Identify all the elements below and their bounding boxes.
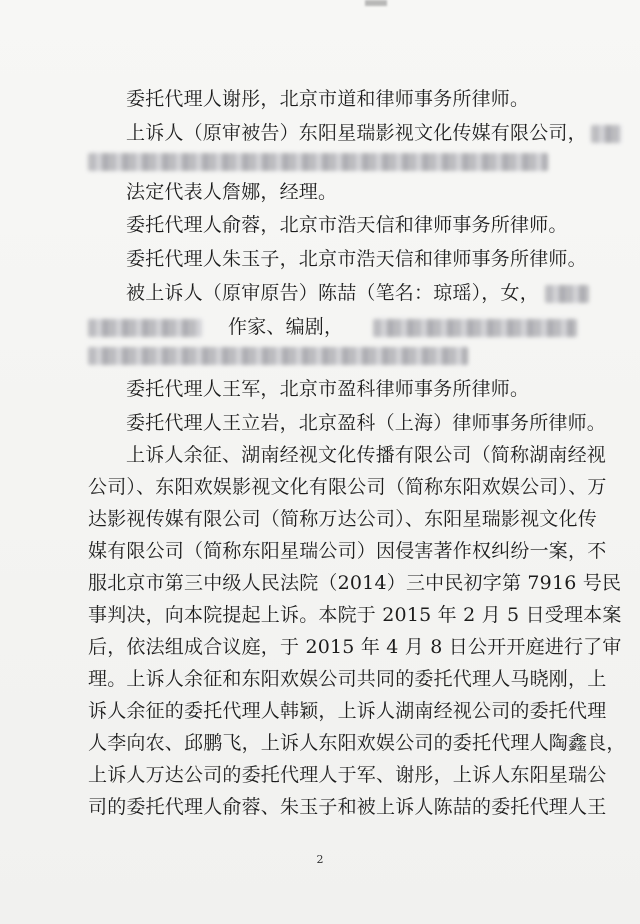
text-line-8 xyxy=(88,314,640,340)
text-line-5: 委托代理人俞蓉，北京市浩天信和律师事务所律师。 xyxy=(126,214,568,236)
redacted-block xyxy=(591,125,621,143)
paragraph-line-7: 后，依法组成合议庭，于 2015 年 4 月 8 日公开开庭进行了审 xyxy=(88,636,622,658)
text-line-11: 委托代理人王立岩，北京盈科（上海）律师事务所律师。 xyxy=(126,412,607,434)
text-line-4: 法定代表人詹娜，经理。 xyxy=(126,181,338,203)
page-number: 2 xyxy=(316,853,324,866)
text-line-1: 委托代理人谢彤，北京市道和律师事务所律师。 xyxy=(126,88,530,110)
redacted-block xyxy=(88,347,468,365)
redacted-block xyxy=(545,285,589,303)
paragraph-line-10: 人李向农、邱鹏飞，上诉人东阳欢娱公司的委托代理人陶鑫良， xyxy=(88,732,626,754)
paragraph-line-8: 理。上诉人余征和东阳欢娱公司共同的委托代理人马晓刚，上 xyxy=(88,668,607,690)
text-line-7 xyxy=(126,280,640,306)
text-line-3-redacted xyxy=(88,148,640,174)
paragraph-line-11: 上诉人万达公司的委托代理人于军、谢彤，上诉人东阳星瑞公 xyxy=(88,764,607,786)
paragraph-line-6: 事判决，向本院提起上诉。本院于 2015 年 2 月 5 日受理本案 xyxy=(88,604,622,626)
paragraph-line-2: 公司）、东阳欢娱影视文化有限公司（简称东阳欢娱公司）、万 xyxy=(88,476,607,498)
paragraph-line-5: 服北京市第三中级人民法院（2014）三中民初字第 7916 号民 xyxy=(88,572,622,594)
text-line-8-content: 作家、编剧， xyxy=(228,316,344,338)
paragraph-line-9: 诉人余征的委托代理人韩颖，上诉人湖南经视公司的委托代理 xyxy=(88,700,607,722)
text-line-10: 委托代理人王军，北京市盈科律师事务所律师。 xyxy=(126,378,530,400)
text-line-7-content: 被上诉人（原审原告）陈喆（笔名：琼瑶），女， xyxy=(126,282,539,304)
text-line-2 xyxy=(126,120,640,146)
paragraph-line-4: 媒有限公司（简称东阳星瑞公司）因侵害著作权纠纷一案，不 xyxy=(88,540,607,562)
redacted-block xyxy=(88,153,548,171)
paragraph-line-3: 达影视传媒有限公司（简称万达公司）、东阳星瑞影视文化传 xyxy=(88,508,597,530)
text-line-2-content: 上诉人（原审被告）东阳星瑞影视文化传媒有限公司， xyxy=(126,122,587,144)
scan-mark xyxy=(365,0,387,6)
paragraph-line-1: 上诉人余征、湖南经视文化传播有限公司（简称湖南经视 xyxy=(126,444,607,466)
redacted-block xyxy=(373,319,577,337)
redacted-block xyxy=(88,319,202,337)
paragraph-line-12: 司的委托代理人俞蓉、朱玉子和被上诉人陈喆的委托代理人王 xyxy=(88,796,607,818)
text-line-9-redacted xyxy=(88,342,640,368)
text-line-6: 委托代理人朱玉子，北京市浩天信和律师事务所律师。 xyxy=(126,248,587,270)
